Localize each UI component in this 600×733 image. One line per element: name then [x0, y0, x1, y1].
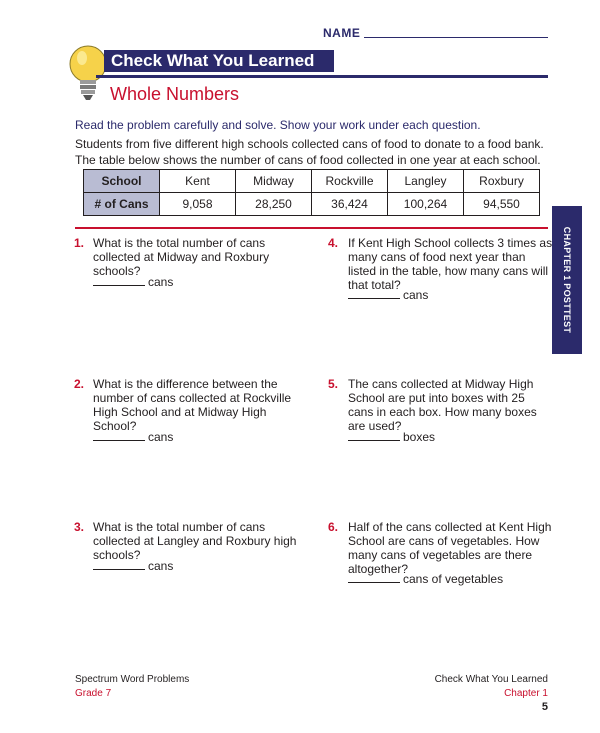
answer-blank[interactable]	[93, 285, 145, 286]
school-name: Rockville	[312, 170, 388, 193]
question-number: 3.	[74, 520, 85, 534]
question-number: 1.	[74, 236, 85, 250]
answer-unit: cans of vegetables	[403, 572, 504, 586]
answer-unit: cans	[148, 275, 174, 289]
school-name: Roxbury	[464, 170, 540, 193]
table-row-cans	[84, 193, 540, 216]
question-number: 2.	[74, 377, 85, 391]
footer-section: Check What You Learned	[434, 674, 548, 685]
cans-value: 94,550	[464, 193, 540, 216]
question-text: What is the difference between the number of cans collected at Rockville High School and at Midway High School?	[93, 377, 292, 433]
answer-unit: cans	[403, 288, 429, 302]
name-label: NAME	[323, 26, 361, 40]
question-text: What is the total number of cans collected at Langley and Roxbury high schools?	[93, 520, 297, 562]
question-number: 4.	[328, 236, 339, 250]
cans-value: 28,250	[236, 193, 312, 216]
question-text: The cans collected at Midway High School are put into boxes with 25 cans in each box. How many boxes are used?	[348, 377, 537, 433]
problem-intro: Students from five different high schools collected cans of food to donate to a food bank. The table below shows the number of cans of food collected in one year at each school.	[75, 137, 544, 167]
answer-blank[interactable]	[348, 298, 400, 299]
school-name: Langley	[388, 170, 464, 193]
question-text: If Kent High School collects 3 times as many cans of food next year than listed in the table, how many cans will that total?	[348, 236, 553, 292]
side-tab-label: CHAPTER 1 POSTTEST	[562, 226, 572, 334]
footer-chapter: Chapter 1	[504, 688, 548, 699]
table-row-school	[84, 170, 540, 193]
section-divider	[75, 227, 548, 229]
side-tab-label-wrap	[552, 206, 582, 354]
page-number: 5	[541, 701, 548, 713]
question-text: Half of the cans collected at Kent High School are cans of vegetables. How many cans of vegetables are there altogether?	[348, 520, 552, 576]
footer-book-title: Spectrum Word Problems	[75, 674, 190, 685]
answer-blank[interactable]	[348, 440, 400, 441]
row-header-school: School	[84, 170, 160, 193]
cans-table	[83, 169, 540, 216]
answer-unit: boxes	[403, 430, 436, 444]
instructions-line: Read the problem carefully and solve. Show your work under each question.	[75, 118, 481, 132]
section-subtitle: Whole Numbers	[110, 84, 240, 104]
footer-grade: Grade 7	[75, 688, 112, 699]
page-title: Check What You Learned	[111, 51, 315, 70]
answer-blank[interactable]	[93, 569, 145, 570]
name-blank-line[interactable]	[364, 37, 548, 38]
answer-blank[interactable]	[348, 582, 400, 583]
title-divider	[96, 75, 548, 78]
answer-unit: cans	[148, 559, 174, 573]
answer-blank[interactable]	[93, 440, 145, 441]
school-name: Midway	[236, 170, 312, 193]
cans-value: 100,264	[388, 193, 464, 216]
answer-unit: cans	[148, 430, 174, 444]
question-number: 6.	[328, 520, 339, 534]
row-header-cans: # of Cans	[84, 193, 160, 216]
cans-value: 36,424	[312, 193, 388, 216]
cans-value: 9,058	[160, 193, 236, 216]
question-number: 5.	[328, 377, 339, 391]
question-text: What is the total number of cans collected at Midway and Roxbury schools?	[93, 236, 270, 278]
school-name: Kent	[160, 170, 236, 193]
